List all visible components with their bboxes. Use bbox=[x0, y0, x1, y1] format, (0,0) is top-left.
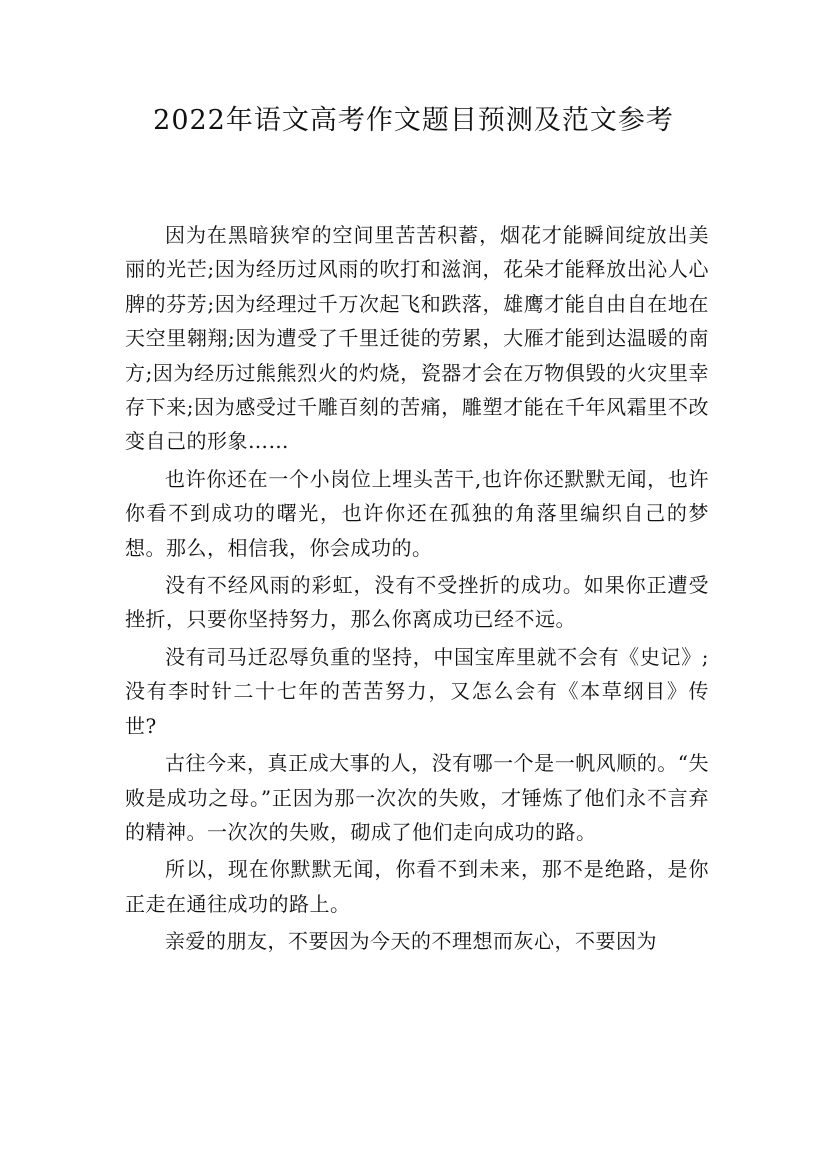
paragraph: 所以，现在你默默无闻，你看不到未来，那不是绝路，是你正走在通往成功的路上。 bbox=[125, 857, 709, 916]
paragraph: 没有司马迁忍辱负重的坚持，中国宝库里就不会有《史记》;没有李时针二十七年的苦苦努力，又怎么会有《本草纲目》传 世? bbox=[125, 644, 709, 738]
document-title: 2022年语文高考作文题目预测及范文参考 bbox=[153, 105, 674, 136]
paragraph: 因为在黑暗狭窄的空间里苦苦积蓄，烟花才能瞬间绽放出美丽的光芒;因为经历过风雨的吹打和滋润，花朵才能释放出沁人心脾的芬芳;因为经理过千万次起飞和跌落，雄鹰才能自由自在地在天空里翱翔;因为遭受了千里迁徙的劳累，大雁才能到达温暖的南方;因为经历过熊熊烈火的灼烧，瓷器才会在万物俱毁的火灾里幸存下来;因为感受过千雕百刻的苦痛，雕塑才能在千年风霜里不改变自己的形象…… bbox=[125, 223, 709, 454]
paragraph: 也许你还在一个小岗位上埋头苦干,也许你还默默无闻，也许你看不到成功的曙光，也许你还在孤独的角落里编织自己的梦想。那么，相信我，你会成功的。 bbox=[125, 466, 709, 560]
paragraph: 没有不经风雨的彩虹，没有不受挫折的成功。如果你正遭受挫折，只要你坚持努力，那么你离成功已经不远。 bbox=[125, 573, 709, 632]
document-body bbox=[125, 218, 709, 962]
paragraph: 亲爱的朋友，不要因为今天的不理想而灰心，不要因为 bbox=[165, 929, 657, 954]
paragraph: 古往今来，真正成大事的人，没有哪一个是一帆风顺的。“失败是成功之母。”正因为那一次次的失败，才锤炼了他们永不言弃的精神。一次次的失败，砌成了他们走向成功的路。 bbox=[125, 751, 709, 844]
